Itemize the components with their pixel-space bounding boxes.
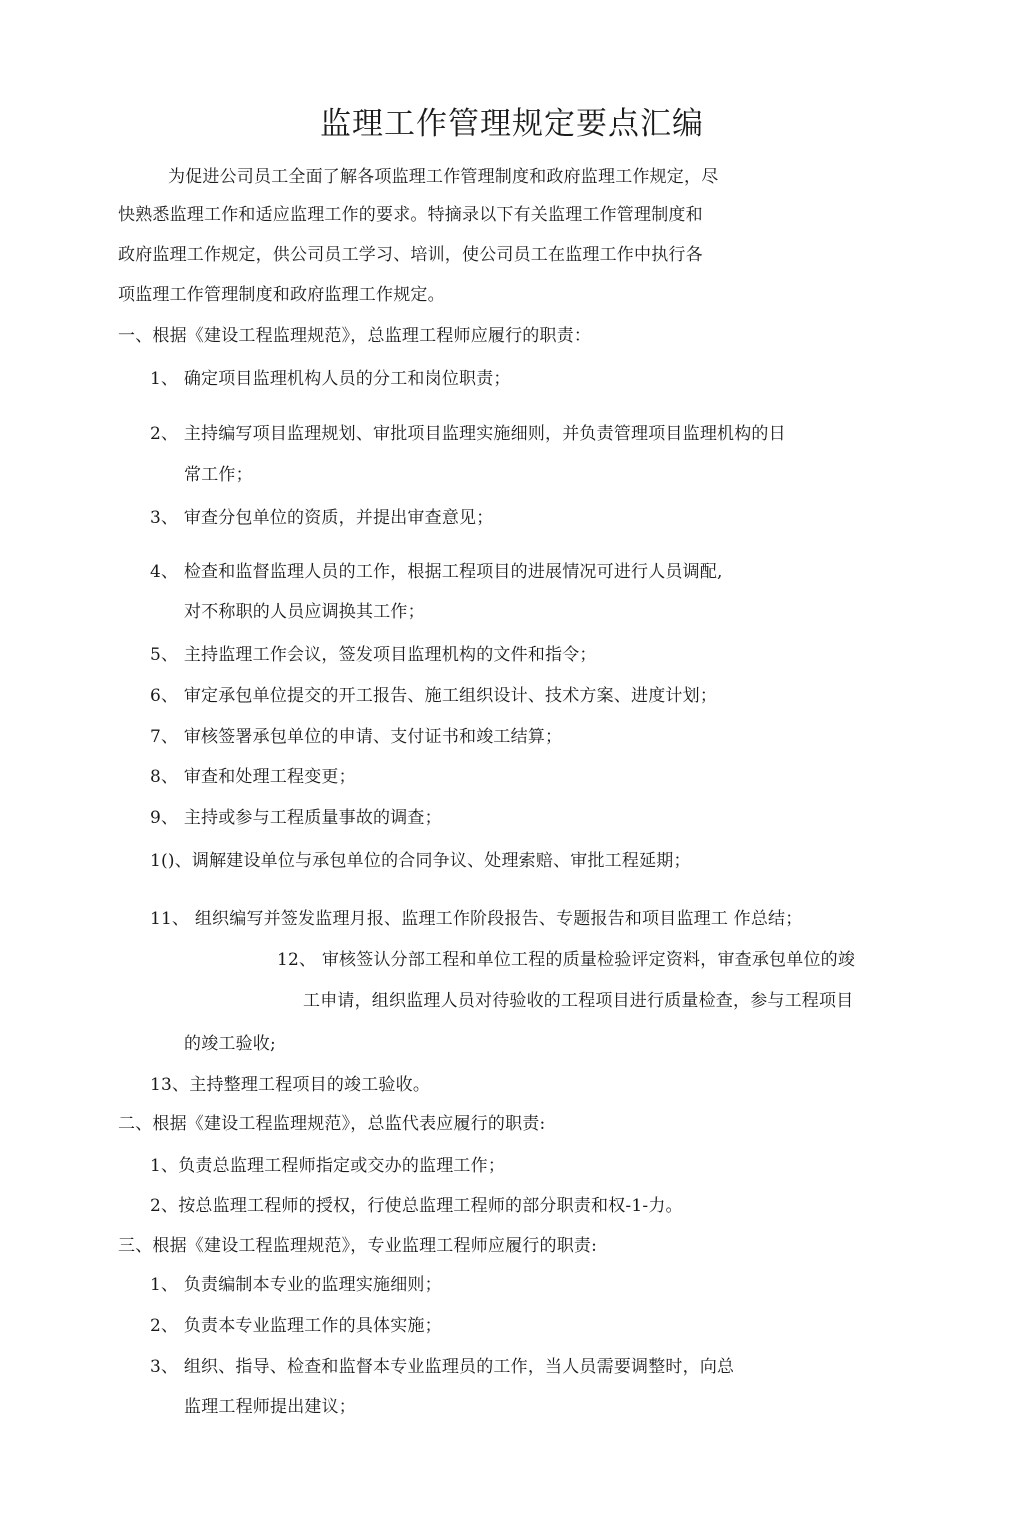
item-continuation: 对不称职的人员应调换其工作； bbox=[184, 602, 425, 622]
item-number: 9、 bbox=[150, 808, 179, 828]
item-number: 8、 bbox=[150, 767, 179, 787]
item-text: 、调解建设单位与承包单位的合同争议、处理索赔、审批工程延期； bbox=[174, 851, 691, 871]
item-number: 3、 bbox=[150, 1357, 179, 1377]
item-text: 检查和监督监理人员的工作，根据工程项目的进展情况可进行人员调配, bbox=[183, 562, 723, 582]
item-number: 4、 bbox=[150, 562, 179, 582]
list-item bbox=[150, 1359, 734, 1376]
list-item bbox=[150, 1158, 505, 1175]
intro-line-3: 政府监理工作规定，供公司员工学习、培训，使公司员工在监理工作中执行各 bbox=[118, 245, 703, 265]
item-number: 1、 bbox=[150, 1275, 179, 1295]
item-text: 主持监理工作会议，签发项目监理机构的文件和指令； bbox=[183, 645, 597, 665]
item-number: 12、 bbox=[277, 950, 317, 970]
list-item bbox=[150, 1318, 442, 1335]
item-number: 3、 bbox=[150, 508, 179, 528]
intro-line-2: 快熟悉监理工作和适应监理工作的要求。特摘录以下有关监理工作管理制度和 bbox=[118, 205, 703, 225]
item-continuation: 的竣工验收; bbox=[184, 1034, 276, 1054]
item-text: 组织、指导、检查和监督本专业监理员的工作，当人员需要调整时，向总 bbox=[183, 1357, 735, 1377]
list-item bbox=[150, 810, 442, 827]
intro-line-1: 为促进公司员工全面了解各项监理工作管理制度和政府监理工作规定，尽 bbox=[168, 167, 719, 187]
section2-heading: 二、根据《建设工程监理规范》，总监代表应履行的职责: bbox=[118, 1114, 546, 1134]
list-item bbox=[150, 426, 786, 443]
item-number: 1() bbox=[150, 851, 175, 871]
item-text: 确定项目监理机构人员的分工和岗位职责； bbox=[183, 369, 511, 389]
list-item bbox=[150, 564, 723, 581]
item-number: 11、 bbox=[150, 909, 190, 929]
item-number: 1、 bbox=[150, 369, 179, 389]
list-item bbox=[150, 853, 691, 870]
list-item bbox=[150, 510, 493, 527]
item-text: 负责编制本专业的监理实施细则； bbox=[183, 1275, 442, 1295]
item-number: 2、 bbox=[150, 1196, 179, 1216]
item-text: 审核签认分部工程和单位工程的质量检验评定资料，审查承包单位的竣 bbox=[321, 950, 856, 970]
list-item bbox=[150, 1198, 683, 1215]
item-number: 7、 bbox=[150, 727, 179, 747]
item-number: 5、 bbox=[150, 645, 179, 665]
item-number: 2、 bbox=[150, 1316, 179, 1336]
item-text: 负责总监理工程师指定或交办的监理工作； bbox=[178, 1156, 506, 1176]
item-number: 2、 bbox=[150, 424, 179, 444]
item-text: 审定承包单位提交的开工报告、施工组织设计、技术方案、进度计划； bbox=[183, 686, 718, 706]
list-item bbox=[150, 729, 562, 746]
section1-heading: 一、根据《建设工程监理规范》，总监理工程师应履行的职责： bbox=[118, 326, 592, 346]
list-item bbox=[150, 688, 717, 705]
item-text: 审核签署承包单位的申请、支付证书和竣工结算； bbox=[183, 727, 563, 747]
item-continuation: 工申请，组织监理人员对待验收的工程项目进行质量检查，参与工程项目 bbox=[303, 991, 854, 1011]
list-item bbox=[150, 1277, 442, 1294]
list-item bbox=[150, 911, 802, 928]
item-text: 审查和处理工程变更； bbox=[183, 767, 356, 787]
intro-line-4: 项监理工作管理制度和政府监理工作规定。 bbox=[118, 285, 445, 305]
list-item bbox=[277, 952, 855, 969]
item-text: 审查分包单位的资质，并提出审查意见； bbox=[183, 508, 494, 528]
item-text: 组织编写并签发监理月报、监理工作阶段报告、专题报告和项目监理工 作总结； bbox=[194, 909, 803, 929]
item-number: 6、 bbox=[150, 686, 179, 706]
item-text: 按总监理工程师的授权，行使总监理工程师的部分职责和权-1-力。 bbox=[178, 1196, 683, 1216]
item-text: 主持编写项目监理规划、审批项目监理实施细则，并负责管理项目监理机构的日 bbox=[183, 424, 786, 444]
list-item bbox=[150, 769, 356, 786]
item-number: 1、 bbox=[150, 1156, 179, 1176]
item-text: 主持或参与工程质量事故的调查； bbox=[183, 808, 442, 828]
item-continuation: 监理工程师提出建议； bbox=[184, 1397, 356, 1417]
list-item bbox=[150, 647, 597, 664]
list-item bbox=[150, 371, 511, 388]
document-title: 监理工作管理规定要点汇编 bbox=[320, 106, 704, 142]
item-text: 主持整理工程项目的竣工验收。 bbox=[189, 1075, 431, 1095]
item-text: 负责本专业监理工作的具体实施； bbox=[183, 1316, 442, 1336]
item-continuation: 常工作； bbox=[184, 465, 253, 485]
section3-heading: 三、根据《建设工程监理规范》，专业监理工程师应履行的职责: bbox=[118, 1236, 598, 1256]
item-number: 13、 bbox=[150, 1075, 190, 1095]
list-item bbox=[150, 1077, 430, 1094]
